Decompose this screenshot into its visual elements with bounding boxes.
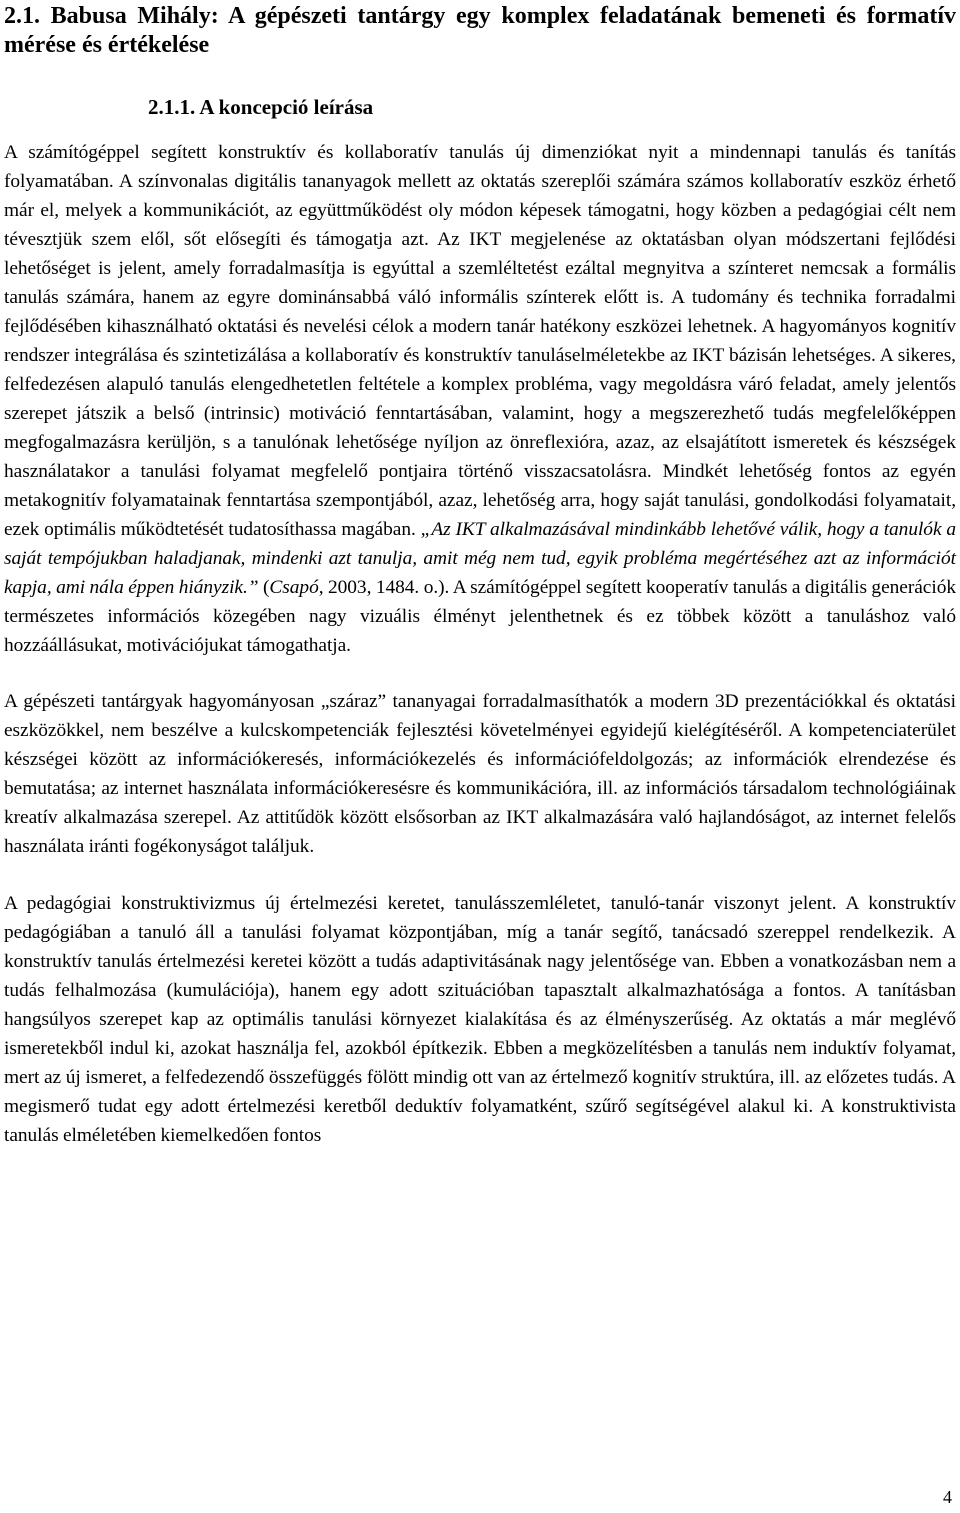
- subsection-title: A koncepció leírása: [199, 95, 374, 119]
- paragraph-3: A pedagógiai konstruktivizmus új értelmezési keretet, tanulásszemléletet, tanuló-tanár viszonyt jelent. A konstruktív pedagógiában a tanuló áll a tanulási folyamat központjában, míg a tanár segítő, tanácsadó szereppel rendelkezik. A konstruktív tanulás értelmezési keretei között a tudás adaptivitásának nagy jelentősége van. Ebben a vonatkozásban nem a tudás felhalmozása (kumulációja), hanem egy adott szituációban tapasztalt alkalmazhatósága a fontos. A tanításban hangsúlyos szerepet kap az optimális tanulási környezet kialakítása és az élményszerűség. Az oktatás a már meglévő ismeretekből indul ki, azokat használja fel, azokból építkezik. Ebben a megközelítésben a tanulás nem induktív folyamat, mert az új ismeret, a felfedezendő összefüggés fölött mindig ott van az értelmező kognitív struktúra, ill. az előzetes tudás. A megismerő tudat egy adott értelmezési keretből deduktív folyamatként, szűrő segítségével alakul ki. A konstruktivista tanulás elméletében kiemelkedően fontos: [4, 893, 956, 1146]
- section-heading: [4, 0, 956, 60]
- citation-details: , 2003, 1484. o.).: [318, 577, 450, 598]
- section-title: Babusa Mihály: A gépészeti tantárgy egy komplex feladatának bemeneti és formatív mérése és értékelése: [4, 3, 956, 58]
- page-content: [4, 0, 956, 1150]
- citation-author: Csapó: [269, 577, 319, 598]
- subsection-heading: [4, 94, 956, 120]
- section-number: 2.1.: [4, 3, 40, 29]
- quotation: „Az IKT alkalmazásával mindinkább lehetővé válik, hogy a tanulók a saját tempójukban haladjanak, mindenki azt tanulja, amit még nem tud, egyik probléma megértéséhez azt az információt kapja, ami nála éppen hiányzik.”: [4, 519, 956, 598]
- subsection-number: 2.1.1.: [148, 95, 196, 119]
- paragraph-2: A gépészeti tantárgyak hagyományosan „száraz” tananyagai forradalmasíthatók a modern 3D prezentációkkal és oktatási eszközökkel, nem beszélve a kulcskompetenciák fejlesztési követelményei egyidejű kielégítéséről. A kompetenciaterület készségei között az információkeresés, információkezelés és információfeldolgozás; az információk elrendezése és bemutatása; az internet használata információkeresésre és kommunikációra, ill. az információs társadalom technológiáinak kreatív alkalmazása szerepel. Az attitűdök között elsősorban az IKT alkalmazására való hajlandóságot, az internet felelős használata iránti fogékonyságot találjuk.: [4, 691, 956, 857]
- paragraph-1-continuation: A számítógéppel segített kooperatív tanulás a digitális generációk természetes információs közegében nagy vizuális élményt jelenthetnek és ez többek között a tanuláshoz való hozzáállásukat, motivációjukat támogathatja.: [4, 577, 956, 656]
- paragraph-1-text: A számítógéppel segített konstruktív és kollaboratív tanulás új dimenziókat nyit a mindennapi tanulás és tanítás folyamatában. A színvonalas digitális tananyagok mellett az oktatás szereplői számára számos kollaboratív eszköz érhető már el, melyek a kommunikációt, az együttműködést oly módon képesek támogatni, hogy közben a pedagógiai célt nem tévesztjük szem elől, sőt elősegíti és támogatja azt. Az IKT megjelenése az oktatásban olyan módszertani fejlődési lehetőséget is jelent, amely forradalmasítja is egyúttal a szemléltetést ezáltal megnyitva a színteret nemcsak a formális tanulás számára, hanem az egyre dominánsabbá váló informális színterek előtt is. A tudomány és technika forradalmi fejlődésében kihasználható oktatási és nevelési célok a modern tanár hatékony eszközei lehetnek. A hagyományos kognitív rendszer integrálása és szintetizálása a kollaboratív és konstruktív tanuláselméletekbe az IKT bázisán lehetséges. A sikeres, felfedezésen alapuló tanulás elengedhetetlen feltétele a komplex probléma, vagy megoldásra váró feladat, amely jelentős szerepet játszik a belső (intrinsic) motiváció fenntartásában, valamint, hogy a megszerezhető tudás megfelelőképpen megfogalmazásra kerüljön, s a tanulónak lehetősége nyíljon az önreflexióra, azaz, az elsajátított ismeretek és készségek használatakor a tanulási folyamat megfelelő pontjaira történő visszacsatolásra. Mindkét lehetőség fontos az egyén metakognitív folyamatainak fenntartása szempontjából, azaz, lehetőség arra, hogy saját tanulási, gondolkodási folyamatait, ezek optimális működtetését tudatosíthassa magában.: [4, 142, 956, 540]
- page-number: 4: [943, 1487, 952, 1507]
- citation-open: (: [258, 577, 270, 598]
- paragraph-1: [4, 138, 956, 660]
